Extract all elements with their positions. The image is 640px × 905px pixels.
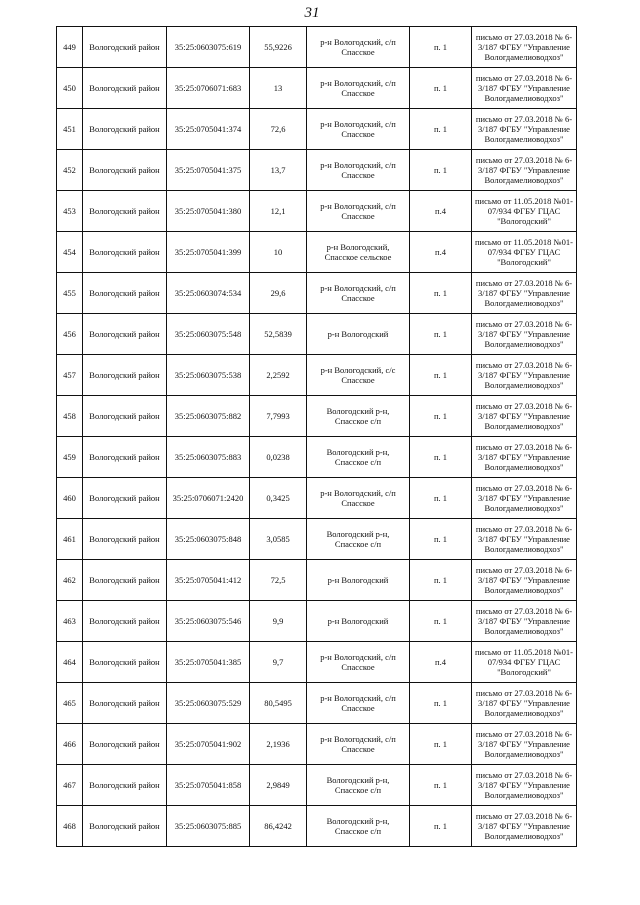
table-row: [57, 519, 577, 560]
location-cell: р-н Вологодский, с/п Спасское: [307, 642, 410, 683]
area-cell: 72,5: [250, 560, 307, 601]
location-cell: Вологодский р-н, Спасское с/п: [307, 765, 410, 806]
area-cell: 55,9226: [250, 27, 307, 68]
land-plot-registry-table: [56, 26, 577, 847]
location-cell: р-н Вологодский, с/п Спасское: [307, 273, 410, 314]
row-number-cell: 457: [57, 355, 83, 396]
district-cell: Вологодский район: [83, 642, 167, 683]
district-cell: Вологодский район: [83, 150, 167, 191]
cadastral-number-cell: 35:25:0603075:885: [167, 806, 250, 847]
row-number-cell: 458: [57, 396, 83, 437]
district-cell: Вологодский район: [83, 806, 167, 847]
row-number-cell: 461: [57, 519, 83, 560]
source-letter-cell: письмо от 27.03.2018 № 6-3/187 ФГБУ "Управление Вологдамелиоводхоз": [472, 601, 577, 642]
table-row: [57, 27, 577, 68]
cadastral-number-cell: 35:25:0705041:412: [167, 560, 250, 601]
area-cell: 2,9849: [250, 765, 307, 806]
clause-cell: п. 1: [410, 355, 472, 396]
table-row: [57, 68, 577, 109]
cadastral-number-cell: 35:25:0603075:538: [167, 355, 250, 396]
row-number-cell: 454: [57, 232, 83, 273]
clause-cell: п.4: [410, 232, 472, 273]
location-cell: Вологодский р-н, Спасское с/п: [307, 437, 410, 478]
district-cell: Вологодский район: [83, 683, 167, 724]
location-cell: Вологодский р-н, Спасское с/п: [307, 519, 410, 560]
clause-cell: п. 1: [410, 150, 472, 191]
cadastral-number-cell: 35:25:0706071:683: [167, 68, 250, 109]
clause-cell: п.4: [410, 642, 472, 683]
page-number: 31: [304, 5, 320, 21]
location-cell: р-н Вологодский, с/п Спасское: [307, 27, 410, 68]
row-number-cell: 452: [57, 150, 83, 191]
table-row: [57, 478, 577, 519]
location-cell: р-н Вологодский: [307, 560, 410, 601]
district-cell: Вологодский район: [83, 560, 167, 601]
source-letter-cell: письмо от 27.03.2018 № 6-3/187 ФГБУ "Управление Вологдамелиоводхоз": [472, 806, 577, 847]
row-number-cell: 468: [57, 806, 83, 847]
district-cell: Вологодский район: [83, 109, 167, 150]
cadastral-number-cell: 35:25:0603075:883: [167, 437, 250, 478]
clause-cell: п.4: [410, 191, 472, 232]
source-letter-cell: письмо от 27.03.2018 № 6-3/187 ФГБУ "Управление Вологдамелиоводхоз": [472, 724, 577, 765]
table-row: [57, 191, 577, 232]
cadastral-number-cell: 35:25:0603074:534: [167, 273, 250, 314]
row-number-cell: 455: [57, 273, 83, 314]
table-row: [57, 273, 577, 314]
row-number-cell: 460: [57, 478, 83, 519]
district-cell: Вологодский район: [83, 601, 167, 642]
source-letter-cell: письмо от 27.03.2018 № 6-3/187 ФГБУ "Управление Вологдамелиоводхоз": [472, 396, 577, 437]
location-cell: р-н Вологодский, с/п Спасское: [307, 191, 410, 232]
location-cell: р-н Вологодский, Спасское сельское: [307, 232, 410, 273]
clause-cell: п. 1: [410, 27, 472, 68]
cadastral-number-cell: 35:25:0603075:619: [167, 27, 250, 68]
source-letter-cell: письмо от 27.03.2018 № 6-3/187 ФГБУ "Управление Вологдамелиоводхоз": [472, 683, 577, 724]
clause-cell: п. 1: [410, 109, 472, 150]
row-number-cell: 453: [57, 191, 83, 232]
clause-cell: п. 1: [410, 437, 472, 478]
row-number-cell: 450: [57, 68, 83, 109]
table-row: [57, 806, 577, 847]
cadastral-number-cell: 35:25:0705041:380: [167, 191, 250, 232]
table-row: [57, 683, 577, 724]
location-cell: р-н Вологодский, с/п Спасское: [307, 683, 410, 724]
location-cell: р-н Вологодский, с/п Спасское: [307, 109, 410, 150]
area-cell: 9,7: [250, 642, 307, 683]
cadastral-number-cell: 35:25:0603075:548: [167, 314, 250, 355]
area-cell: 10: [250, 232, 307, 273]
area-cell: 13,7: [250, 150, 307, 191]
source-letter-cell: письмо от 27.03.2018 № 6-3/187 ФГБУ "Управление Вологдамелиоводхоз": [472, 150, 577, 191]
cadastral-number-cell: 35:25:0705041:858: [167, 765, 250, 806]
row-number-cell: 464: [57, 642, 83, 683]
clause-cell: п. 1: [410, 601, 472, 642]
source-letter-cell: письмо от 27.03.2018 № 6-3/187 ФГБУ "Управление Вологдамелиоводхоз": [472, 273, 577, 314]
cadastral-number-cell: 35:25:0603075:546: [167, 601, 250, 642]
table-row: [57, 560, 577, 601]
table-row: [57, 437, 577, 478]
area-cell: 9,9: [250, 601, 307, 642]
source-letter-cell: письмо от 27.03.2018 № 6-3/187 ФГБУ "Управление Вологдамелиоводхоз": [472, 560, 577, 601]
clause-cell: п. 1: [410, 478, 472, 519]
area-cell: 52,5839: [250, 314, 307, 355]
cadastral-number-cell: 35:25:0705041:374: [167, 109, 250, 150]
cadastral-number-cell: 35:25:0603075:882: [167, 396, 250, 437]
cadastral-number-cell: 35:25:0705041:399: [167, 232, 250, 273]
district-cell: Вологодский район: [83, 478, 167, 519]
clause-cell: п. 1: [410, 765, 472, 806]
area-cell: 12,1: [250, 191, 307, 232]
table-row: [57, 109, 577, 150]
clause-cell: п. 1: [410, 396, 472, 437]
row-number-cell: 466: [57, 724, 83, 765]
district-cell: Вологодский район: [83, 68, 167, 109]
location-cell: р-н Вологодский, с/с Спасское: [307, 355, 410, 396]
table-row: [57, 396, 577, 437]
row-number-cell: 467: [57, 765, 83, 806]
location-cell: р-н Вологодский, с/п Спасское: [307, 478, 410, 519]
row-number-cell: 459: [57, 437, 83, 478]
district-cell: Вологодский район: [83, 765, 167, 806]
clause-cell: п. 1: [410, 519, 472, 560]
clause-cell: п. 1: [410, 724, 472, 765]
row-number-cell: 462: [57, 560, 83, 601]
clause-cell: п. 1: [410, 683, 472, 724]
district-cell: Вологодский район: [83, 437, 167, 478]
location-cell: р-н Вологодский: [307, 314, 410, 355]
clause-cell: п. 1: [410, 273, 472, 314]
cadastral-number-cell: 35:25:0603075:529: [167, 683, 250, 724]
area-cell: 2,1936: [250, 724, 307, 765]
area-cell: 13: [250, 68, 307, 109]
table-row: [57, 601, 577, 642]
registry-table-body: [57, 27, 577, 847]
location-cell: Вологодский р-н, Спасское с/п: [307, 396, 410, 437]
row-number-cell: 463: [57, 601, 83, 642]
district-cell: Вологодский район: [83, 355, 167, 396]
source-letter-cell: письмо от 27.03.2018 № 6-3/187 ФГБУ "Управление Вологдамелиоводхоз": [472, 519, 577, 560]
area-cell: 29,6: [250, 273, 307, 314]
source-letter-cell: письмо от 27.03.2018 № 6-3/187 ФГБУ "Управление Вологдамелиоводхоз": [472, 68, 577, 109]
source-letter-cell: письмо от 11.05.2018 №01-07/934 ФГБУ ГЦАС "Вологодский": [472, 642, 577, 683]
location-cell: Вологодский р-н, Спасское с/п: [307, 806, 410, 847]
district-cell: Вологодский район: [83, 314, 167, 355]
source-letter-cell: письмо от 27.03.2018 № 6-3/187 ФГБУ "Управление Вологдамелиоводхоз": [472, 27, 577, 68]
cadastral-number-cell: 35:25:0705041:385: [167, 642, 250, 683]
location-cell: р-н Вологодский, с/п Спасское: [307, 724, 410, 765]
clause-cell: п. 1: [410, 68, 472, 109]
table-row: [57, 724, 577, 765]
area-cell: 2,2592: [250, 355, 307, 396]
district-cell: Вологодский район: [83, 724, 167, 765]
row-number-cell: 451: [57, 109, 83, 150]
source-letter-cell: письмо от 27.03.2018 № 6-3/187 ФГБУ "Управление Вологдамелиоводхоз": [472, 355, 577, 396]
cadastral-number-cell: 35:25:0705041:375: [167, 150, 250, 191]
district-cell: Вологодский район: [83, 519, 167, 560]
table-row: [57, 314, 577, 355]
table-row: [57, 642, 577, 683]
cadastral-number-cell: 35:25:0705041:902: [167, 724, 250, 765]
source-letter-cell: письмо от 27.03.2018 № 6-3/187 ФГБУ "Управление Вологдамелиоводхоз": [472, 314, 577, 355]
area-cell: 0,0238: [250, 437, 307, 478]
row-number-cell: 456: [57, 314, 83, 355]
source-letter-cell: письмо от 27.03.2018 № 6-3/187 ФГБУ "Управление Вологдамелиоводхоз": [472, 437, 577, 478]
district-cell: Вологодский район: [83, 232, 167, 273]
row-number-cell: 465: [57, 683, 83, 724]
clause-cell: п. 1: [410, 314, 472, 355]
area-cell: 80,5495: [250, 683, 307, 724]
district-cell: Вологодский район: [83, 396, 167, 437]
table-row: [57, 765, 577, 806]
area-cell: 7,7993: [250, 396, 307, 437]
location-cell: р-н Вологодский: [307, 601, 410, 642]
clause-cell: п. 1: [410, 560, 472, 601]
area-cell: 86,4242: [250, 806, 307, 847]
area-cell: 72,6: [250, 109, 307, 150]
cadastral-number-cell: 35:25:0603075:848: [167, 519, 250, 560]
location-cell: р-н Вологодский, с/п Спасское: [307, 68, 410, 109]
source-letter-cell: письмо от 27.03.2018 № 6-3/187 ФГБУ "Управление Вологдамелиоводхоз": [472, 109, 577, 150]
row-number-cell: 449: [57, 27, 83, 68]
district-cell: Вологодский район: [83, 191, 167, 232]
source-letter-cell: письмо от 11.05.2018 №01-07/934 ФГБУ ГЦАС "Вологодский": [472, 191, 577, 232]
table-row: [57, 150, 577, 191]
area-cell: 3,0585: [250, 519, 307, 560]
clause-cell: п. 1: [410, 806, 472, 847]
source-letter-cell: письмо от 11.05.2018 №01-07/934 ФГБУ ГЦАС "Вологодский": [472, 232, 577, 273]
source-letter-cell: письмо от 27.03.2018 № 6-3/187 ФГБУ "Управление Вологдамелиоводхоз": [472, 765, 577, 806]
cadastral-number-cell: 35:25:0706071:2420: [167, 478, 250, 519]
district-cell: Вологодский район: [83, 27, 167, 68]
table-row: [57, 232, 577, 273]
area-cell: 0,3425: [250, 478, 307, 519]
location-cell: р-н Вологодский, с/п Спасское: [307, 150, 410, 191]
source-letter-cell: письмо от 27.03.2018 № 6-3/187 ФГБУ "Управление Вологдамелиоводхоз": [472, 478, 577, 519]
table-row: [57, 355, 577, 396]
district-cell: Вологодский район: [83, 273, 167, 314]
